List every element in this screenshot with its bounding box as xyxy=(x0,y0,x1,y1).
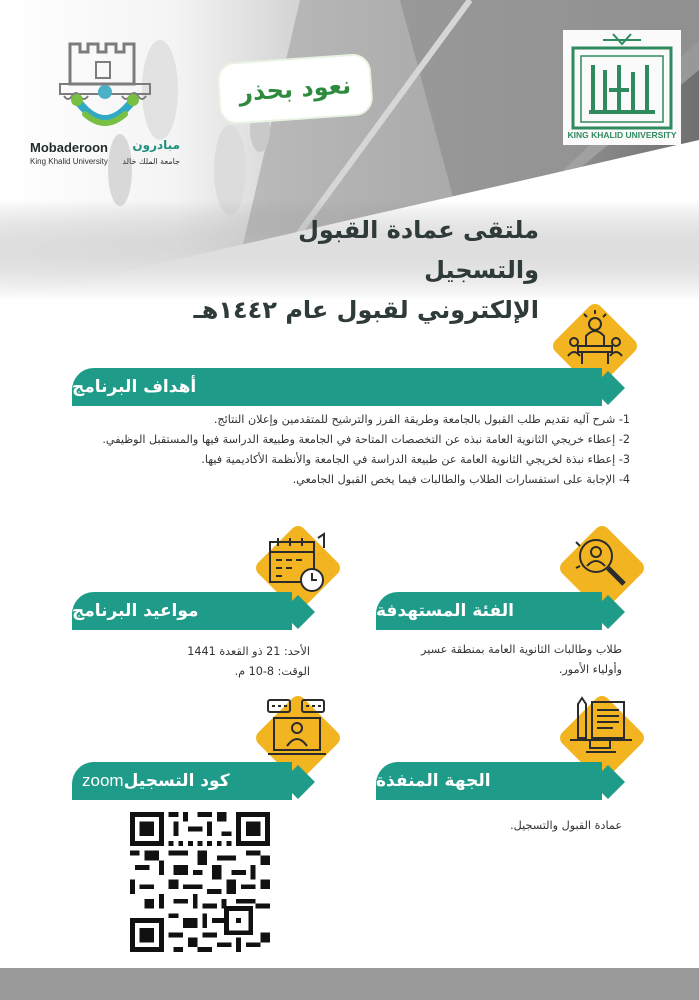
page-title xyxy=(179,210,539,330)
kku-name-en: KING KHALID UNIVERSITY xyxy=(567,130,677,140)
title-line-1: ملتقى عمادة القبول والتسجيل xyxy=(298,216,539,284)
zoom-label: zoom xyxy=(82,771,124,790)
mobaderoon-logo xyxy=(30,34,180,174)
goals-banner xyxy=(72,368,602,406)
brand-sub-en: King Khalid University xyxy=(30,157,108,166)
campaign-badge-text: نعود بحذر xyxy=(238,71,352,107)
goals-heading: أهداف البرنامج xyxy=(72,377,197,397)
desk-document-icon xyxy=(566,696,636,766)
title-line-2: الإلكتروني لقبول عام ١٤٤٢هـ xyxy=(193,296,539,324)
calendar-clock-icon xyxy=(262,530,332,600)
schedule-banner xyxy=(72,592,292,630)
organizer-banner xyxy=(376,762,602,800)
campaign-badge xyxy=(218,55,372,123)
goal-item: 4- الإجابة على استفسارات الطلاب والطالبات فيما يخص القبول الجامعي. xyxy=(292,473,630,486)
code-heading: كود التسجيل xyxy=(123,771,230,791)
kku-logo xyxy=(563,30,681,145)
header-photo-band xyxy=(0,0,699,324)
magnifier-person-icon xyxy=(566,528,636,598)
goals-list xyxy=(90,410,630,490)
castle-hands-icon xyxy=(30,34,180,134)
target-banner xyxy=(376,592,602,630)
schedule-date: الأحد: 21 ذو القعدة 1441 xyxy=(187,645,310,658)
brand-sub-ar: جامعة الملك خالد xyxy=(122,157,180,166)
target-heading: الفئة المستهدفة xyxy=(376,601,514,621)
brand-en: Mobaderoon xyxy=(30,140,108,155)
organizer-text: عمادة القبول والتسجيل. xyxy=(510,819,622,832)
footer-strip xyxy=(0,968,699,1000)
code-banner xyxy=(72,762,292,800)
goal-item: 1- شرح آليه تقديم طلب القبول بالجامعة وطريقة الفرز والترشيح للمتقدمين وإعلان النتائج. xyxy=(213,413,630,426)
target-text: طلاب وطالبات الثانوية العامة بمنطقة عسير وأولياء الأمور. xyxy=(421,643,622,676)
schedule-info xyxy=(120,642,310,682)
schedule-time: الوقت: 8-10 م. xyxy=(234,665,310,678)
kku-emblem-icon xyxy=(563,30,681,128)
online-meeting-icon xyxy=(262,696,332,766)
brand-ar: مبادرون xyxy=(132,138,180,152)
registration-qr-code[interactable] xyxy=(130,812,270,952)
goal-item: 3- إعطاء نبذة لخريجي الثانوية العامة عن طبيعة الدراسة في الجامعة والأنظمة الأكاديمية فيها. xyxy=(201,453,630,466)
schedule-heading: مواعيد البرنامج xyxy=(72,601,199,621)
meeting-icon xyxy=(560,306,630,376)
goal-item: 2- إعطاء خريجي الثانوية العامة نبذه عن التخصصات المتاحة في الجامعة وطبيعة الدراسة فيها والمستقبل الوظيفي. xyxy=(102,433,630,446)
organizer-heading: الجهة المنفذة xyxy=(376,771,491,791)
